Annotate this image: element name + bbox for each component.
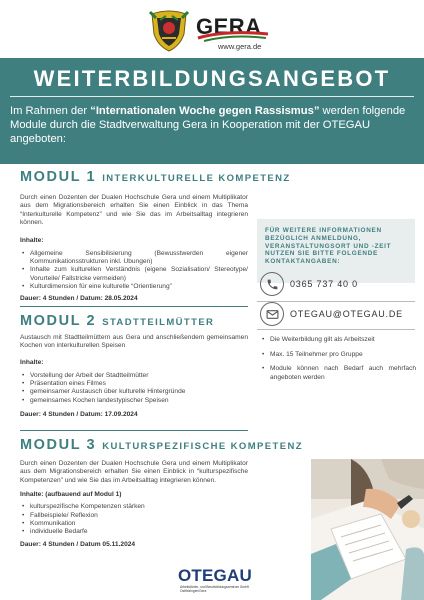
- notes-list: [260, 336, 416, 388]
- note-item: • Module können nach Bedarf auch mehrfach angeboten werden: [260, 365, 416, 382]
- list-item: • Allgemeine Sensibilisierung (Bewusstwerden eigener Kommunikationsstrukturen inkl. Ubungen): [20, 250, 248, 267]
- module-3-duration: Dauer: 4 Stunden / Datum 05.11.2024: [20, 541, 136, 549]
- list-item: • gemeinsamer Austausch über kulturelle Hintergründe: [20, 388, 248, 396]
- contact-info-text: FÜR WEITERE INFORMATIONEN BEZÜGLICH ANMELDUNG, VERANSTALTUNGSORT UND -ZEIT NUTZEN SIE BITTE FOLGENDE KONTAKTANGABEN:: [265, 227, 392, 266]
- contact-divider: [257, 329, 415, 330]
- module-1-contents-heading: Inhalte:: [20, 236, 44, 244]
- page-title: WEITERBILDUNGSANGEBOT: [33, 66, 391, 91]
- list-item: • Vorstellung der Arbeit der Stadtteilmütter: [20, 372, 248, 380]
- envelope-icon: [260, 302, 284, 326]
- module-divider: [20, 306, 248, 307]
- phone-icon: [260, 272, 284, 296]
- module-1-duration: Dauer: 4 Stunden / Datum: 28.05.2024: [20, 295, 138, 303]
- module-3: [20, 436, 303, 549]
- module-3-heading: [20, 436, 303, 454]
- people-writing-photo: [311, 459, 424, 600]
- module-2-title: STADTTEILMÜTTER: [102, 317, 215, 328]
- module-3-number: MODUL 3: [20, 437, 97, 453]
- list-item: • kulturspezifische Kompetenzen stärken: [20, 503, 248, 511]
- module-1-description: Durch einen Dozenten der Dualen Hochschule Gera und einem Multiplikator aus dem Migrationsbereich erhalten Sie einen Einblick in das Thema “Interkulturelle Kompetenz” und wie Sie das im Arbeitsalltag integrieren können.: [20, 194, 248, 227]
- gera-url: www.gera.de: [218, 42, 262, 51]
- list-item: • gemeinsames Kochen landestypischer Speisen: [20, 397, 248, 405]
- phone-contact[interactable]: [260, 272, 420, 296]
- header-logos: [0, 8, 424, 54]
- module-2-heading: [20, 312, 248, 330]
- intro-highlight: “Internationalen Woche gegen Rassismus”: [90, 105, 320, 117]
- intro-before: Im Rahmen der: [10, 105, 91, 117]
- module-1-number: MODUL 1: [20, 169, 97, 185]
- list-item: • Präsentation eines Filmes: [20, 380, 248, 388]
- module-1: [20, 168, 291, 303]
- list-item: • Fallbeispiele/ Reflexion: [20, 512, 248, 520]
- module-1-list: [20, 250, 248, 291]
- module-2-description: Austausch mit Stadtteilmüttern aus Gera und anschließendem gemeinsamen Kochen von interkulturellen Speisen: [20, 334, 248, 350]
- list-item: • Inhalte zum kulturellen Verständnis (eigene Sozialisation/ Stereotype/ Vorurteile/ Fallstricke vermeiden): [20, 266, 248, 283]
- banner-divider: [10, 96, 414, 97]
- module-1-title: INTERKULTURELLE KOMPETENZ: [102, 173, 291, 184]
- intro-after: werden folgende Module durch die Stadtverwaltung Gera in Kooperation mit der OTEGAU angeboten:: [10, 105, 406, 145]
- otegau-logo-text: OTEGAU: [178, 566, 252, 585]
- module-2: [20, 312, 248, 418]
- note-item: • Max. 15 Teilnehmer pro Gruppe: [260, 351, 416, 360]
- list-item: • individuelle Bedarfe: [20, 528, 248, 536]
- phone-number: 0365 737 40 0: [290, 279, 358, 289]
- banner-intro: [10, 104, 416, 146]
- module-1-heading: [20, 168, 291, 186]
- module-2-contents-heading: Inhalte:: [20, 358, 44, 366]
- module-2-number: MODUL 2: [20, 313, 97, 329]
- gera-logo: [196, 14, 276, 54]
- title-banner: [0, 58, 424, 164]
- module-3-list: [20, 503, 248, 536]
- module-3-contents-heading: Inhalte: (aufbauend auf Modul 1): [20, 491, 122, 499]
- otegau-logo: [176, 566, 250, 598]
- email-contact[interactable]: [260, 302, 420, 326]
- module-2-duration: Dauer: 4 Stunden / Datum: 17.09.2024: [20, 411, 138, 418]
- module-3-description: Durch einen Dozenten der Dualen Hochschule Gera und einem Multiplikator aus dem Migrationsbereich erhalten Sie einen Einblick in “kulturspezifische Kompetenzen” und wie Sie das im Arbeitsalltag integrieren können.: [20, 460, 248, 484]
- city-crest-icon: [148, 8, 190, 52]
- gera-swoosh-icon: [196, 28, 270, 42]
- module-divider: [20, 430, 248, 431]
- email-address: OTEGAU@OTEGAU.DE: [290, 309, 403, 319]
- module-3-title: KULTURSPEZIFISCHE KOMPETENZ: [102, 441, 303, 452]
- module-2-list: [20, 372, 248, 405]
- gera-logo-text: GERA: [196, 14, 262, 39]
- list-item: • Kommunikation: [20, 520, 248, 528]
- otegau-subtitle: Arbeitsförder- und Berufsbildungszentrum GmbH Ostthüringen/Gera: [180, 585, 250, 593]
- note-item: • Die Weiterbildung gilt als Arbeitszeit: [260, 336, 416, 345]
- list-item: • Kulturdimension für eine kulturelle “Orientierung”: [20, 283, 248, 291]
